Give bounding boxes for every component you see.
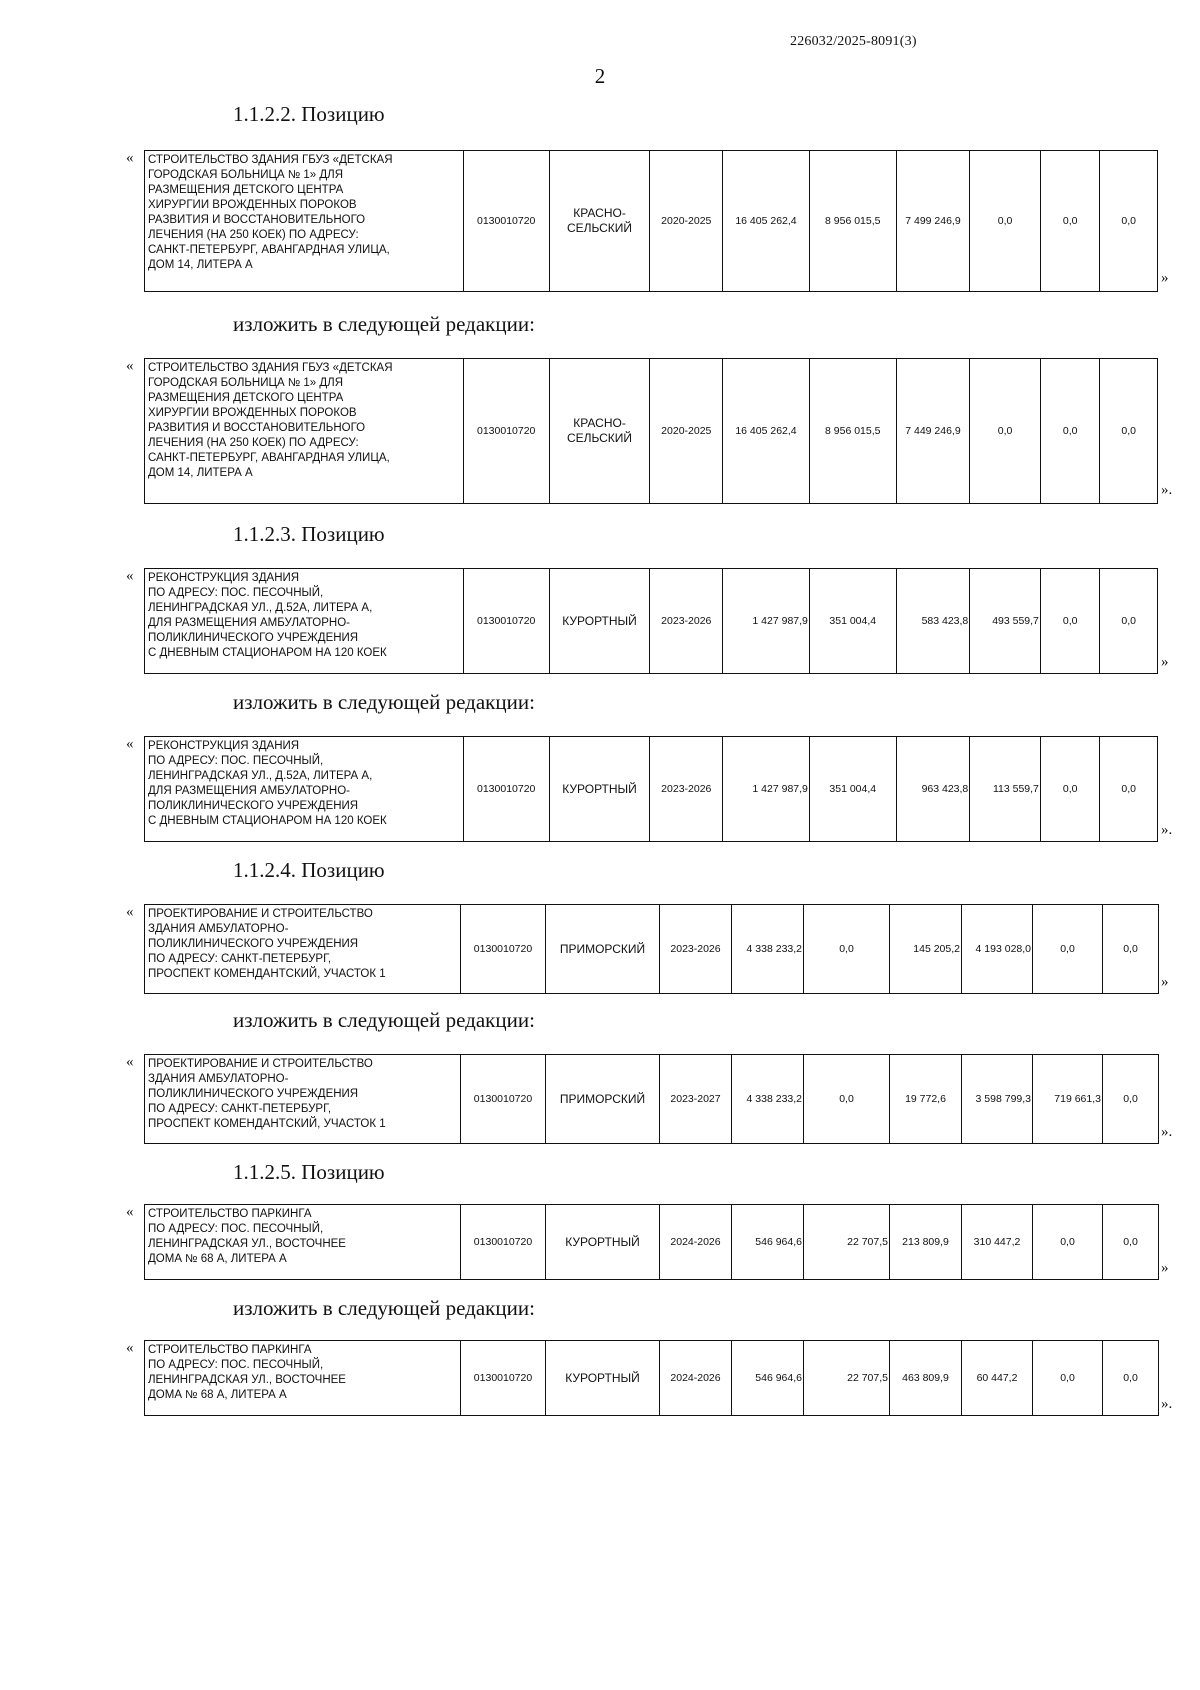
page-number: 2 [594,64,606,88]
years: 2023-2027 [660,1055,732,1144]
cost-col2: 351 004,4 [809,569,896,674]
object-code: 0130010720 [463,569,549,674]
years: 2024-2026 [660,1205,732,1280]
district: ПРИМОРСКИЙ [546,1055,660,1144]
cost-col3: 213 809,9 [890,1205,962,1280]
object-code: 0130010720 [461,1205,546,1280]
position-table [144,904,1159,994]
cost-col5: 0,0 [1040,737,1100,842]
object-name: ПРОЕКТИРОВАНИЕ И СТРОИТЕЛЬСТВО ЗДАНИЯ АМБУЛАТОРНО- ПОЛИКЛИНИЧЕСКОГО УЧРЕЖДЕНИЯ ПО АДРЕСУ: САНКТ-ПЕТЕРБУРГ, ПРОСПЕКТ КОМЕНДАНТСКИЙ, УЧАСТОК 1 [145,1055,461,1144]
section-heading: 1.1.2.5. Позицию [233,1160,385,1184]
object-code: 0130010720 [463,359,549,504]
quote-open: « [126,1340,134,1356]
cost-col5: 0,0 [1040,569,1100,674]
cost-total: 1 427 987,9 [723,737,810,842]
cost-col4: 493 559,7 [970,569,1041,674]
object-name: РЕКОНСТРУКЦИЯ ЗДАНИЯ ПО АДРЕСУ: ПОС. ПЕСОЧНЫЙ, ЛЕНИНГРАДСКАЯ УЛ., Д.52А, ЛИТЕРА А, ДЛЯ РАЗМЕЩЕНИЯ АМБУЛАТОРНО- ПОЛИКЛИНИЧЕСКОГО УЧРЕЖДЕНИЯ С ДНЕВНЫМ СТАЦИОНАРОМ НА 120 КОЕК [145,737,464,842]
cost-col4: 310 447,2 [962,1205,1033,1280]
district: КУРОРТНЫЙ [549,737,650,842]
cost-total: 546 964,6 [732,1205,804,1280]
district: КРАСНО- СЕЛЬСКИЙ [549,359,650,504]
years: 2023-2026 [650,737,723,842]
cost-col4: 3 598 799,3 [962,1055,1033,1144]
edit-phrase: изложить в следующей редакции: [233,1008,535,1032]
edit-phrase: изложить в следующей редакции: [233,690,535,714]
position-table [144,568,1158,674]
quote-open: « [126,1204,134,1220]
cost-col3: 583 423,8 [896,569,970,674]
cost-col6: 0,0 [1100,359,1158,504]
cost-col2: 8 956 015,5 [809,359,896,504]
object-code: 0130010720 [461,905,546,994]
object-code: 0130010720 [463,151,549,292]
object-name: СТРОИТЕЛЬСТВО ПАРКИНГА ПО АДРЕСУ: ПОС. ПЕСОЧНЫЙ, ЛЕНИНГРАДСКАЯ УЛ., ВОСТОЧНЕЕ ДОМА № 68 А, ЛИТЕРА А [145,1341,461,1416]
cost-col6: 0,0 [1103,1205,1159,1280]
cost-total: 4 338 233,2 [732,1055,804,1144]
object-name: СТРОИТЕЛЬСТВО ЗДАНИЯ ГБУЗ «ДЕТСКАЯ ГОРОДСКАЯ БОЛЬНИЦА № 1» ДЛЯ РАЗМЕЩЕНИЯ ДЕТСКОГО ЦЕНТРА ХИРУРГИИ ВРОЖДЕННЫХ ПОРОКОВ РАЗВИТИЯ И ВОССТАНОВИТЕЛЬНОГО ЛЕЧЕНИЯ (НА 250 КОЕК) ПО АДРЕСУ: САНКТ-ПЕТЕРБУРГ, АВАНГАРДНАЯ УЛИЦА, ДОМ 14, ЛИТЕРА А [145,151,464,292]
cost-col4: 0,0 [970,359,1041,504]
cost-col6: 0,0 [1100,151,1158,292]
document-number: 226032/2025-8091(3) [790,34,917,49]
position-table [144,736,1158,842]
quote-open: « [126,568,134,584]
district: КУРОРТНЫЙ [546,1205,660,1280]
edit-phrase: изложить в следующей редакции: [233,312,535,336]
cost-total: 4 338 233,2 [732,905,804,994]
cost-col3: 963 423,8 [896,737,970,842]
cost-col3: 145 205,2 [890,905,962,994]
cost-col2: 351 004,4 [809,737,896,842]
position-table [144,358,1158,504]
cost-col5: 0,0 [1040,151,1100,292]
object-name: РЕКОНСТРУКЦИЯ ЗДАНИЯ ПО АДРЕСУ: ПОС. ПЕСОЧНЫЙ, ЛЕНИНГРАДСКАЯ УЛ., Д.52А, ЛИТЕРА А, ДЛЯ РАЗМЕЩЕНИЯ АМБУЛАТОРНО- ПОЛИКЛИНИЧЕСКОГО УЧРЕЖДЕНИЯ С ДНЕВНЫМ СТАЦИОНАРОМ НА 120 КОЕК [145,569,464,674]
cost-col2: 0,0 [804,1055,890,1144]
cost-col4: 0,0 [970,151,1041,292]
cost-col6: 0,0 [1100,569,1158,674]
object-name: СТРОИТЕЛЬСТВО ПАРКИНГА ПО АДРЕСУ: ПОС. ПЕСОЧНЫЙ, ЛЕНИНГРАДСКАЯ УЛ., ВОСТОЧНЕЕ ДОМА № 68 А, ЛИТЕРА А [145,1205,461,1280]
object-code: 0130010720 [461,1341,546,1416]
object-name: СТРОИТЕЛЬСТВО ЗДАНИЯ ГБУЗ «ДЕТСКАЯ ГОРОДСКАЯ БОЛЬНИЦА № 1» ДЛЯ РАЗМЕЩЕНИЯ ДЕТСКОГО ЦЕНТРА ХИРУРГИИ ВРОЖДЕННЫХ ПОРОКОВ РАЗВИТИЯ И ВОССТАНОВИТЕЛЬНОГО ЛЕЧЕНИЯ (НА 250 КОЕК) ПО АДРЕСУ: САНКТ-ПЕТЕРБУРГ, АВАНГАРДНАЯ УЛИЦА, ДОМ 14, ЛИТЕРА А [145,359,464,504]
section-heading: 1.1.2.3. Позицию [233,522,385,546]
quote-open: « [126,358,134,374]
object-name: ПРОЕКТИРОВАНИЕ И СТРОИТЕЛЬСТВО ЗДАНИЯ АМБУЛАТОРНО- ПОЛИКЛИНИЧЕСКОГО УЧРЕЖДЕНИЯ ПО АДРЕСУ: САНКТ-ПЕТЕРБУРГ, ПРОСПЕКТ КОМЕНДАНТСКИЙ, УЧАСТОК 1 [145,905,461,994]
cost-col2: 0,0 [804,905,890,994]
cost-col3: 463 809,9 [890,1341,962,1416]
cost-col4: 4 193 028,0 [962,905,1033,994]
position-table [144,150,1158,292]
cost-total: 1 427 987,9 [723,569,810,674]
cost-col5: 0,0 [1040,359,1100,504]
years: 2023-2026 [660,905,732,994]
quote-open: « [126,150,134,166]
district: КРАСНО- СЕЛЬСКИЙ [549,151,650,292]
years: 2024-2026 [660,1341,732,1416]
position-table [144,1054,1159,1144]
cost-col2: 22 707,5 [804,1205,890,1280]
quote-open: « [126,904,134,920]
cost-col5: 0,0 [1033,1205,1103,1280]
cost-total: 546 964,6 [732,1341,804,1416]
section-heading: 1.1.2.2. Позицию [233,102,385,126]
object-code: 0130010720 [461,1055,546,1144]
cost-col3: 7 499 246,9 [896,151,970,292]
cost-total: 16 405 262,4 [723,151,810,292]
cost-col5: 0,0 [1033,905,1103,994]
years: 2023-2026 [650,569,723,674]
district: КУРОРТНЫЙ [549,569,650,674]
cost-col6: 0,0 [1103,1341,1159,1416]
cost-col2: 22 707,5 [804,1341,890,1416]
cost-col4: 60 447,2 [962,1341,1033,1416]
district: КУРОРТНЫЙ [546,1341,660,1416]
position-table [144,1340,1159,1416]
cost-col6: 0,0 [1100,737,1158,842]
district: ПРИМОРСКИЙ [546,905,660,994]
cost-col4: 113 559,7 [970,737,1041,842]
years: 2020-2025 [650,151,723,292]
cost-col5: 719 661,3 [1033,1055,1103,1144]
cost-col2: 8 956 015,5 [809,151,896,292]
edit-phrase: изложить в следующей редакции: [233,1296,535,1320]
cost-col6: 0,0 [1103,905,1159,994]
object-code: 0130010720 [463,737,549,842]
quote-open: « [126,736,134,752]
years: 2020-2025 [650,359,723,504]
cost-col6: 0,0 [1103,1055,1159,1144]
quote-open: « [126,1054,134,1070]
cost-total: 16 405 262,4 [723,359,810,504]
cost-col3: 7 449 246,9 [896,359,970,504]
cost-col3: 19 772,6 [890,1055,962,1144]
cost-col5: 0,0 [1033,1341,1103,1416]
section-heading: 1.1.2.4. Позицию [233,858,385,882]
position-table [144,1204,1159,1280]
